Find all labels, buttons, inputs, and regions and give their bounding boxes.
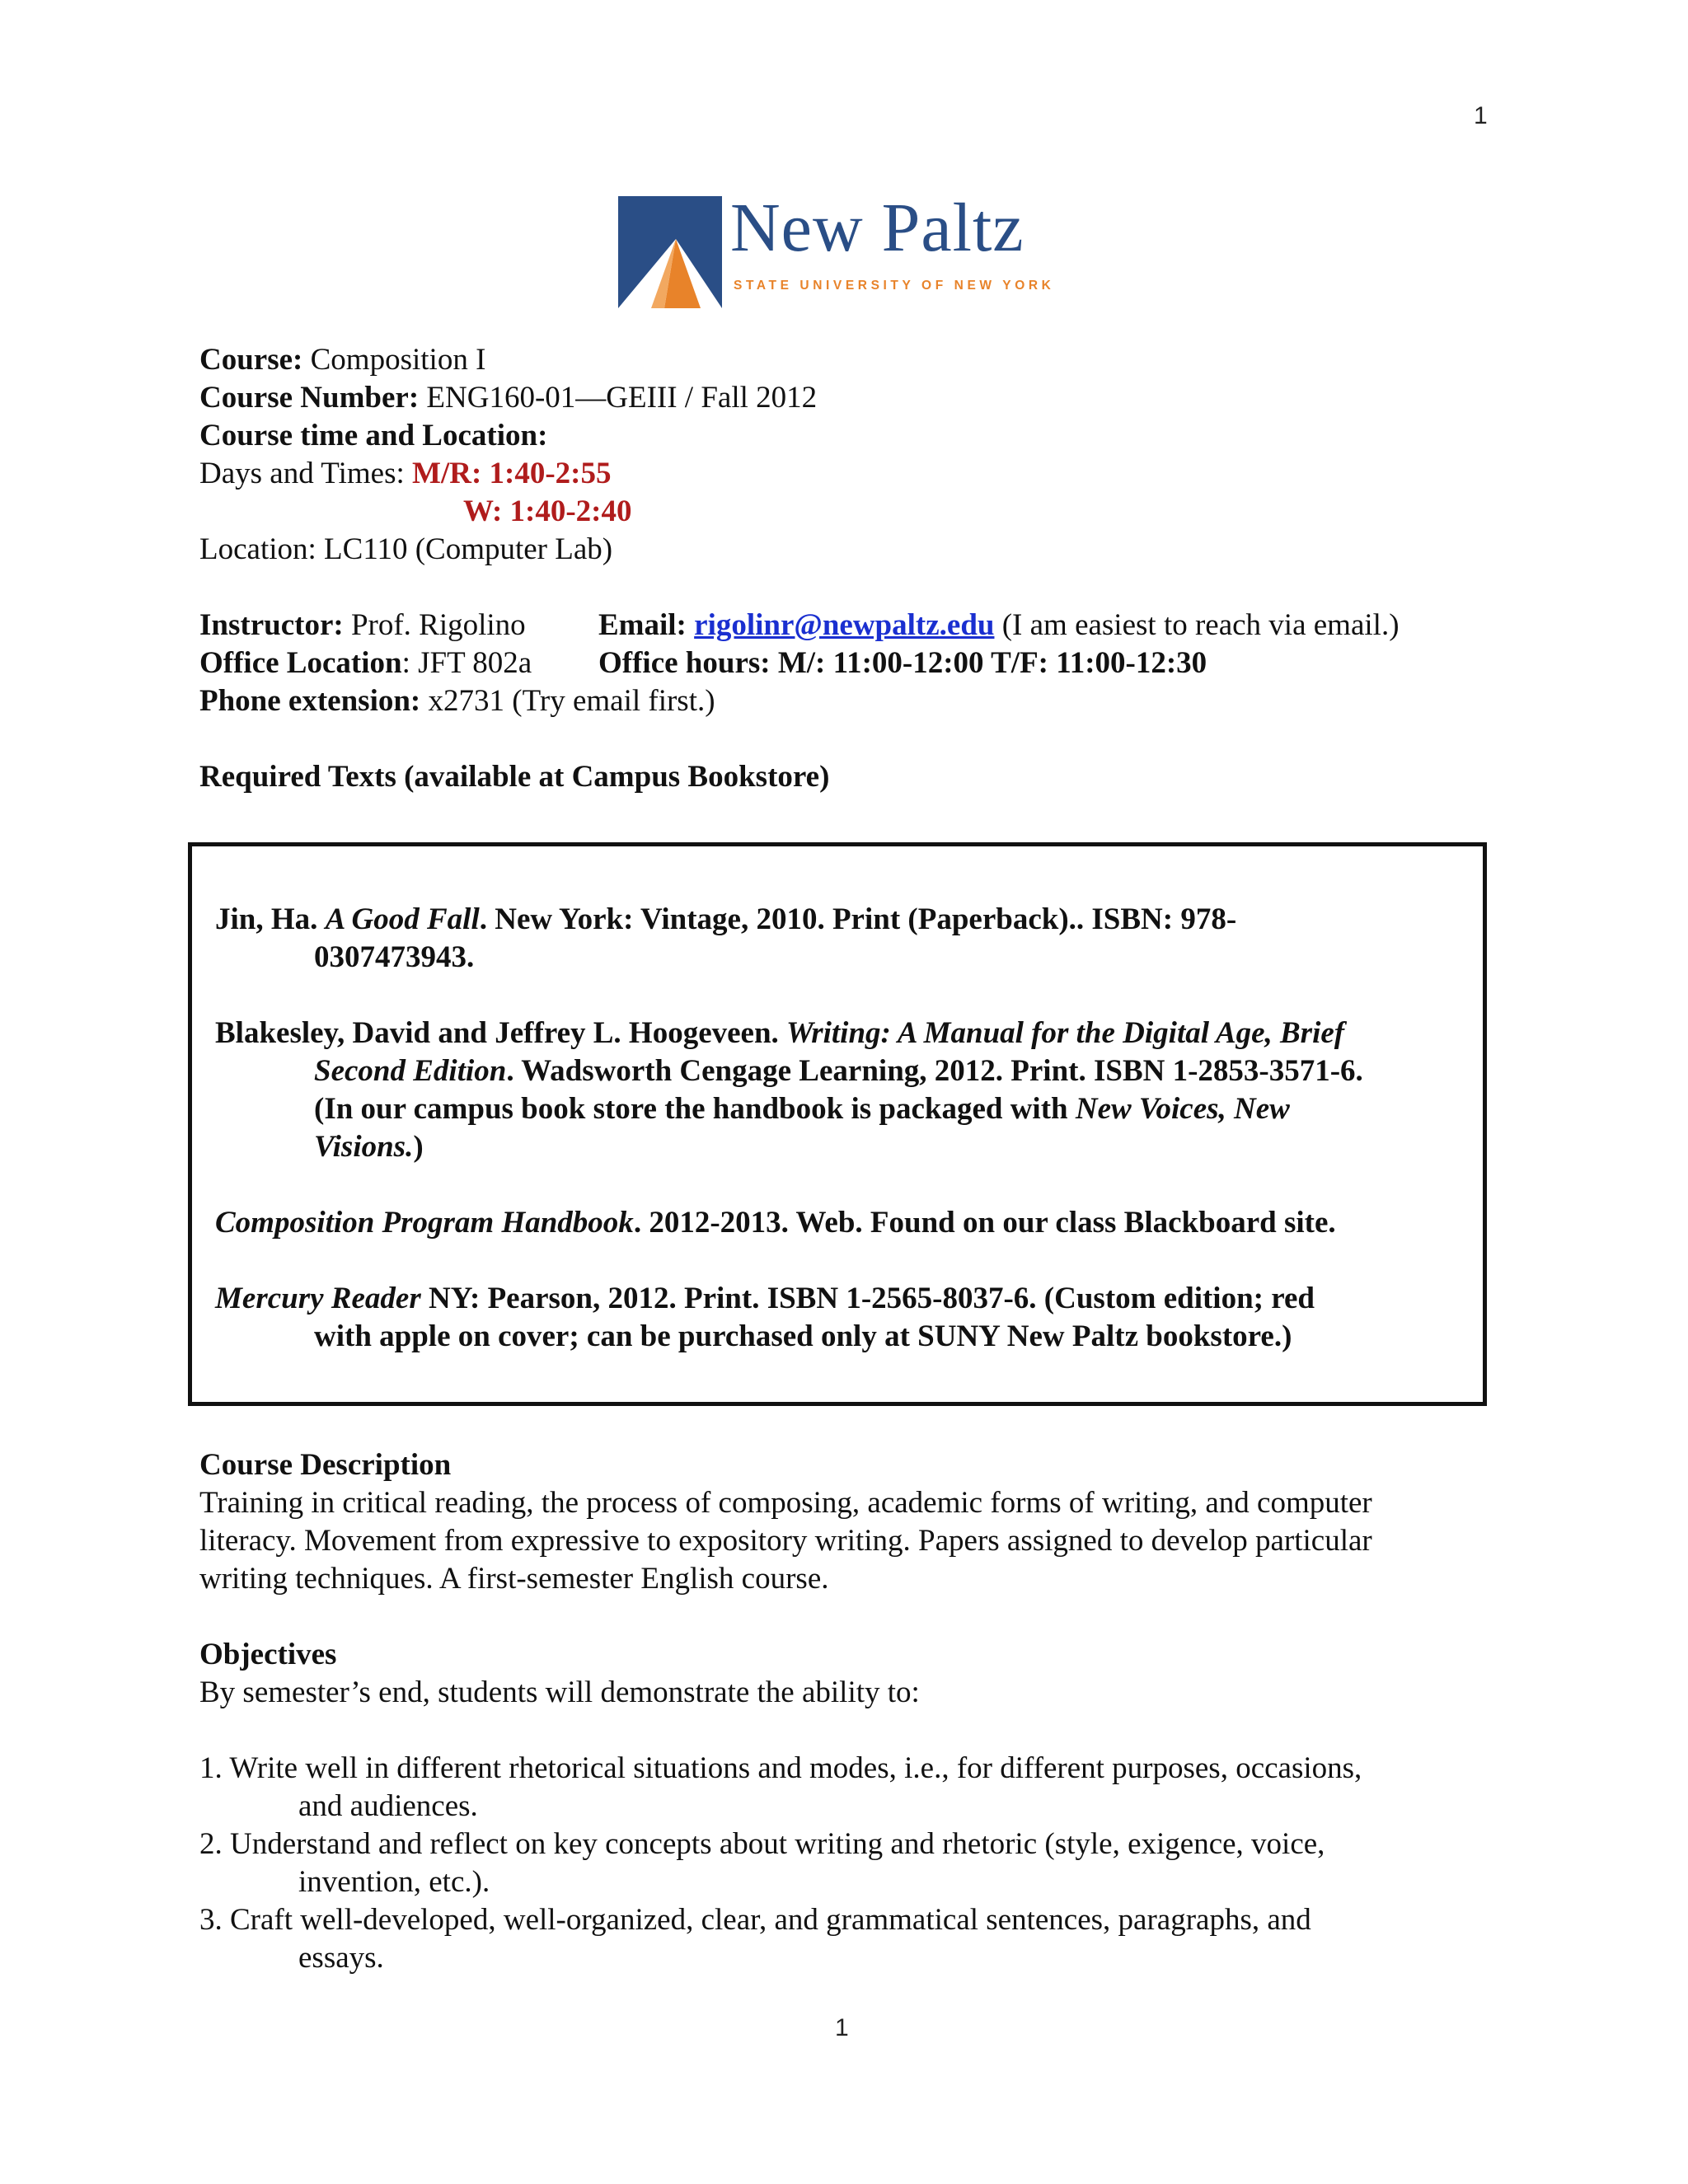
office-hours: Office hours: M/: 11:00-12:00 T/F: 11:00-12:30 <box>598 646 1207 680</box>
course-info <box>199 341 1485 796</box>
course-description-section <box>199 1446 1518 1977</box>
objectives-heading: Objectives <box>199 1638 337 1671</box>
logo-subtitle: STATE UNIVERSITY OF NEW YORK <box>734 279 1055 293</box>
required-texts-heading: Required Texts (available at Campus Bookstore) <box>199 760 830 794</box>
reference-item: Jin, Ha. A Good Fall. New York: Vintage, 2010. Print (Paperback).. ISBN: 978- 0307473943. <box>215 902 1237 974</box>
objectives-intro: By semester’s end, students will demonstrate the ability to: <box>199 1675 920 1709</box>
course-time-heading: Course time and Location: <box>199 419 548 452</box>
logo-wordmark: New Paltz <box>730 190 1025 266</box>
days-times-line: Days and Times: M/R: 1:40-2:55 <box>199 457 612 490</box>
objective-item: 2. Understand and reflect on key concepts about writing and rhetoric (style, exigence, voice, invention, etc.). <box>199 1827 1325 1899</box>
reference-item: Mercury Reader NY: Pearson, 2012. Print. ISBN 1-2565-8037-6. (Custom edition; red with apple on cover; can be purchased only at SUNY New Paltz bookstore.) <box>215 1282 1315 1353</box>
days-times-line-2: W: 1:40-2:40 <box>463 494 632 528</box>
description-text: Training in critical reading, the process of composing, academic forms of writing, and computer <box>199 1486 1372 1520</box>
instructor-line: Instructor: Prof. Rigolino Email: rigolinr@newpaltz.edu (I am easiest to reach via email.) <box>199 607 1485 644</box>
objective-item: 3. Craft well-developed, well-organized, clear, and grammatical sentences, paragraphs, and essays. <box>199 1903 1311 1975</box>
page-number-top: 1 <box>1474 102 1488 129</box>
phone-line: Phone extension: x2731 (Try email first.) <box>199 684 715 718</box>
description-text: writing techniques. A first-semester English course. <box>199 1562 829 1596</box>
email-block: Email: rigolinr@newpaltz.edu (I am easiest to reach via email.) <box>598 608 1400 642</box>
logo-emblem-icon <box>618 196 725 308</box>
reference-item: Composition Program Handbook. 2012-2013. Web. Found on our class Blackboard site. <box>215 1206 1336 1240</box>
description-text: literacy. Movement from expressive to expository writing. Papers assigned to develop particular <box>199 1524 1372 1558</box>
course-line: Course: Composition I <box>199 343 486 377</box>
objective-item: 1. Write well in different rhetorical situations and modes, i.e., for different purposes, occasions, and audiences. <box>199 1751 1362 1823</box>
page-number-bottom: 1 <box>835 2014 849 2041</box>
description-heading: Course Description <box>199 1448 452 1482</box>
location-line: Location: LC110 (Computer Lab) <box>199 532 613 566</box>
reference-item: Blakesley, David and Jeffrey L. Hoogeveen. Writing: A Manual for the Digital Age, Brief Second Edition. Wadsworth Cengage Learning, 2012. Print. ISBN 1-2853-3571-6. (In our campus book store the handbook is packaged with New Voices, New Visions.) <box>215 1016 1363 1164</box>
required-texts-box <box>188 842 1487 1406</box>
office-line: Office Location: JFT 802a Office hours: M/: 11:00-12:00 T/F: 11:00-12:30 <box>199 646 1207 680</box>
email-link[interactable]: rigolinr@newpaltz.edu <box>694 608 995 642</box>
new-paltz-logo <box>618 190 1080 308</box>
course-number-line: Course Number: ENG160-01—GEIII / Fall 2012 <box>199 381 818 415</box>
